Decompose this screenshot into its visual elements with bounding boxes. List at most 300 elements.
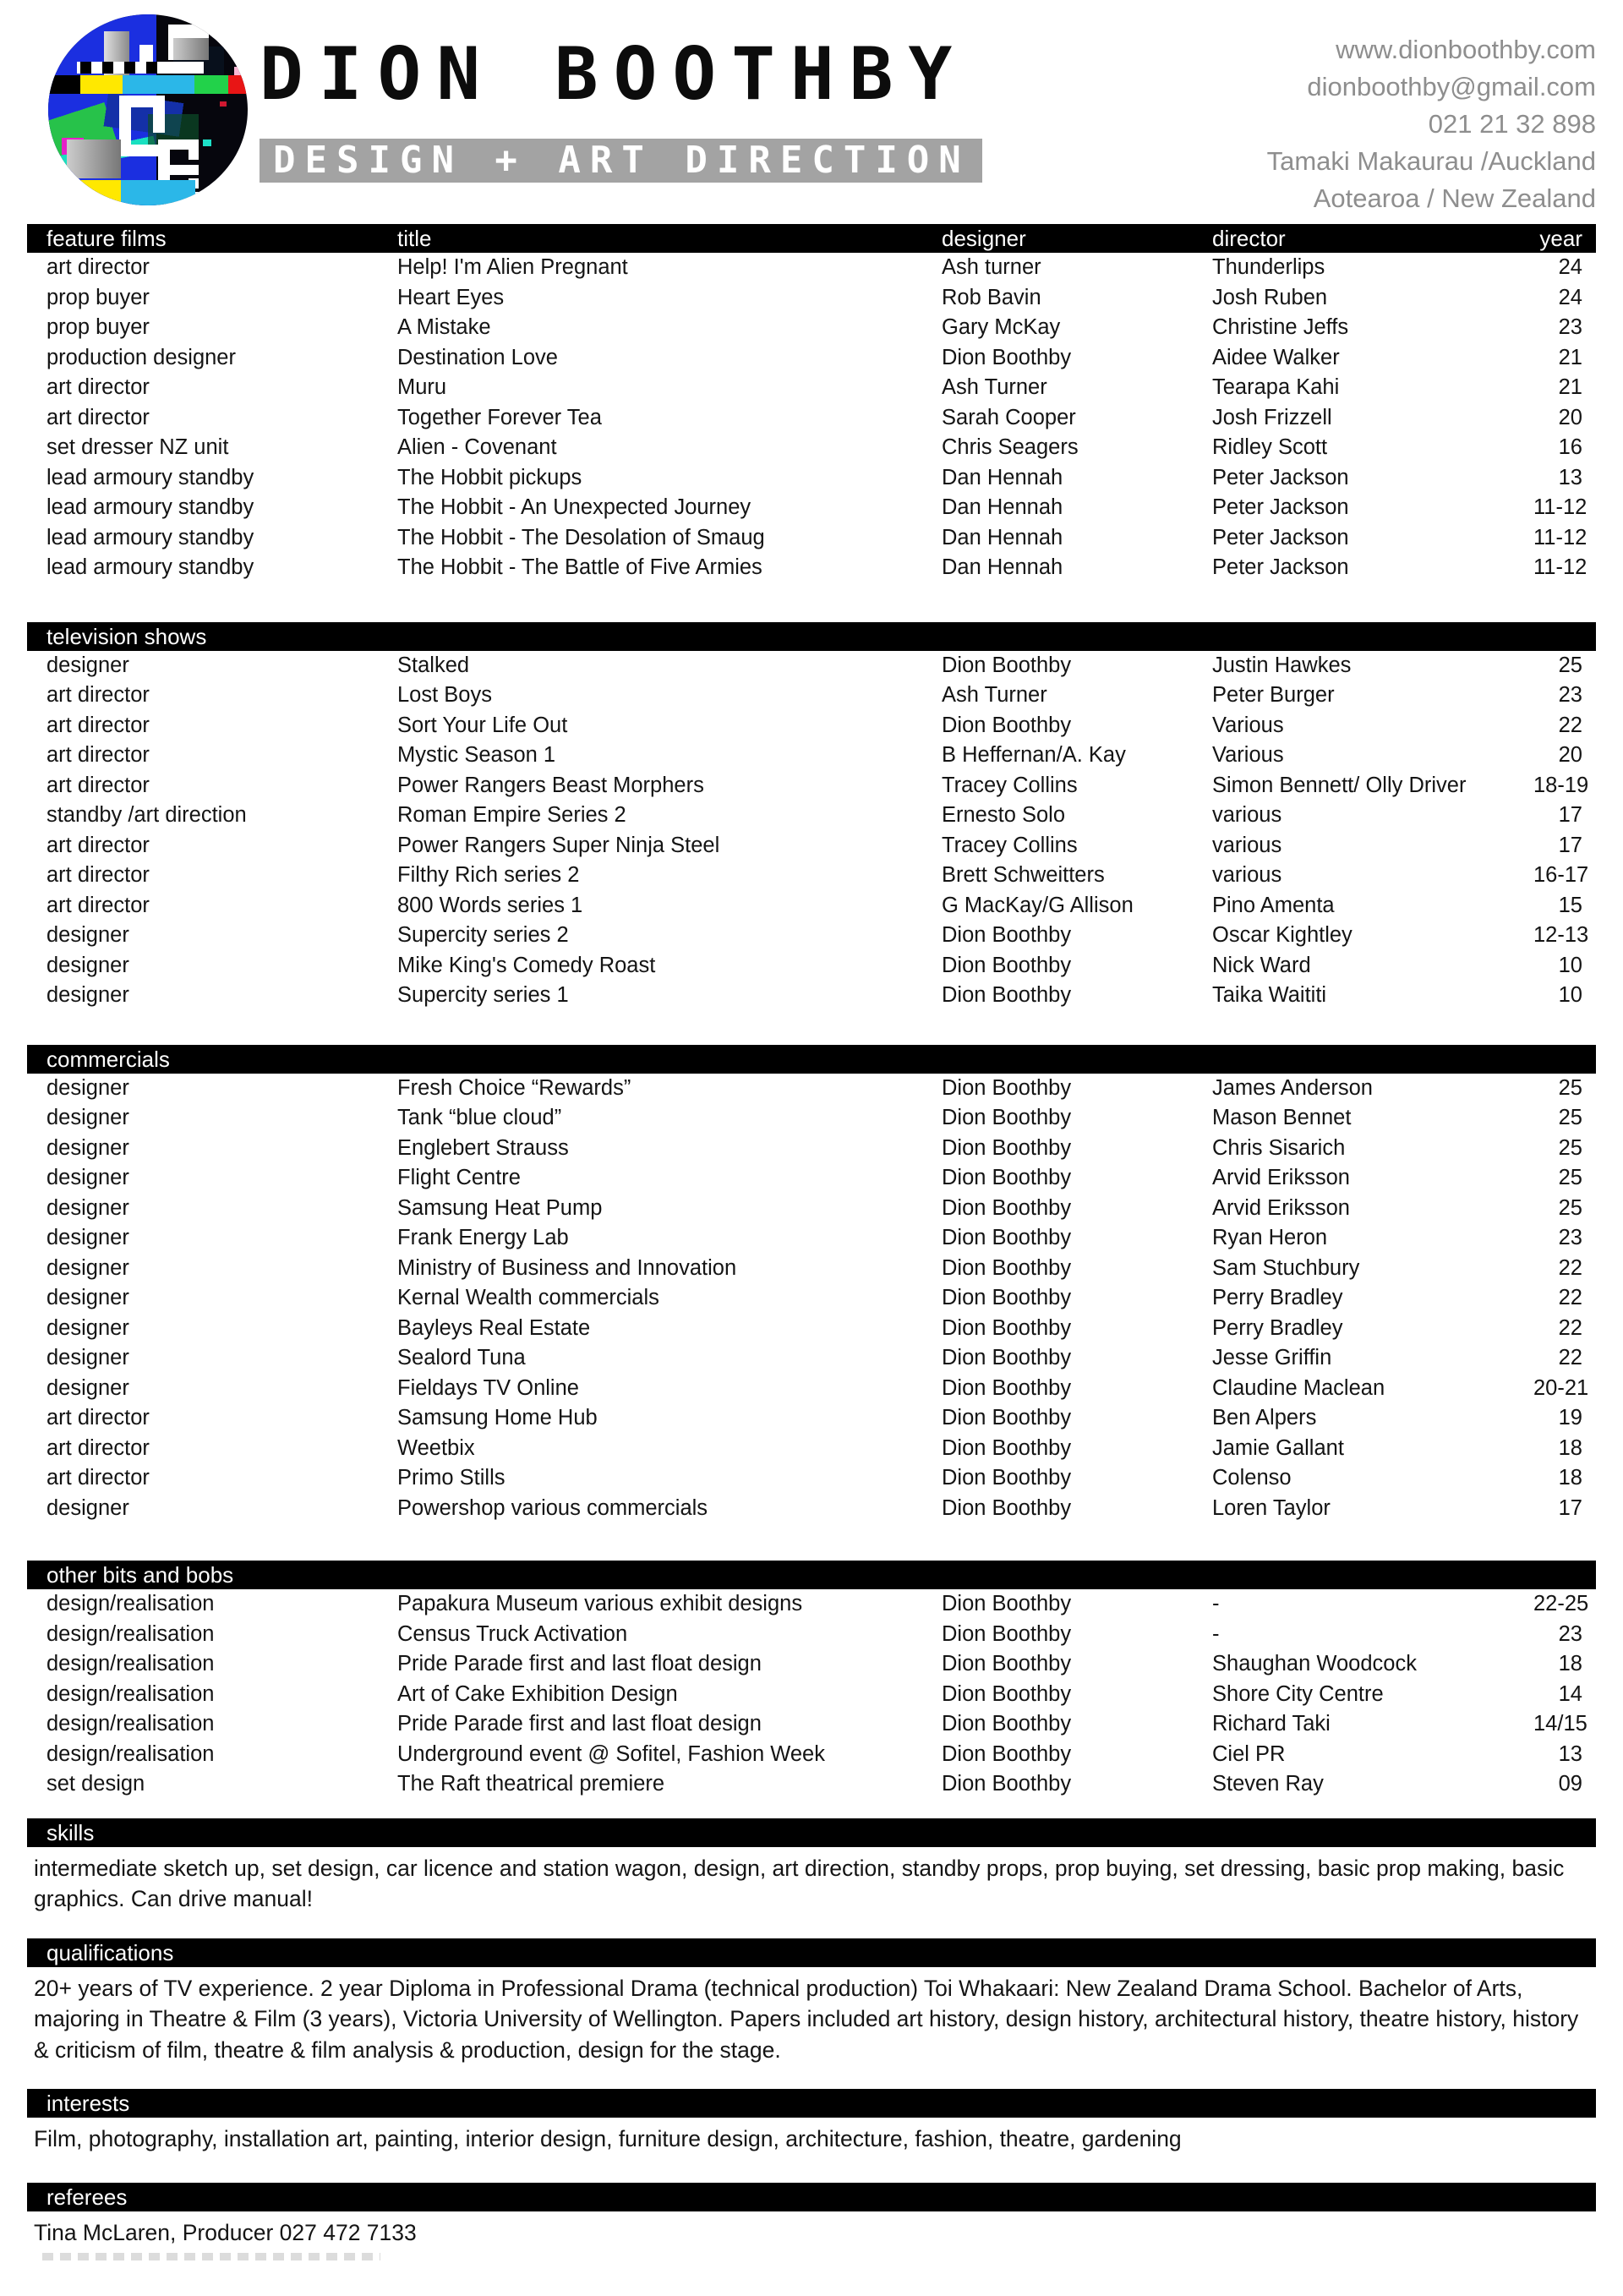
referee-line: Tina McLaren, Producer 027 472 7133 — [34, 2219, 417, 2245]
cell-year: 20-21 — [1533, 1375, 1589, 1400]
cell-designer: Dion Boothby — [942, 1435, 1072, 1460]
page-title: DION BOOTHBY — [260, 32, 968, 117]
cell-title: Lost Boys — [397, 683, 492, 708]
cell-year: 18 — [1558, 1652, 1582, 1676]
cell-designer: Dion Boothby — [942, 1255, 1072, 1280]
table-row — [27, 831, 1596, 861]
cell-designer: Dion Boothby — [942, 1075, 1072, 1100]
cell-director: Justin Hawkes — [1212, 653, 1352, 677]
cell-role: art director — [46, 255, 150, 280]
cell-director: various — [1212, 803, 1282, 828]
cell-director: Taika Waititi — [1212, 983, 1327, 1008]
contact-block — [1267, 13, 1596, 217]
cell-designer: Dion Boothby — [942, 1652, 1072, 1676]
cell-year: 20 — [1558, 405, 1582, 429]
cell-designer: Dion Boothby — [942, 345, 1072, 369]
cell-role: designer — [46, 953, 129, 977]
section-feature-films — [27, 224, 1596, 583]
cell-role: designer — [46, 1495, 129, 1520]
cell-role: set design — [46, 1772, 145, 1796]
cell-year: 11-12 — [1533, 555, 1587, 580]
skills-text: intermediate sketch up, set design, car licence and station wagon, design, art direction, standby props, prop buying, set dressing, basic prop making, basic graphics. Can drive manual! — [34, 1855, 1565, 1911]
cell-director: Various — [1212, 743, 1284, 768]
cell-designer: Ash Turner — [942, 375, 1047, 400]
cell-title: Englebert Strauss — [397, 1135, 569, 1160]
cell-title: Papakura Museum various exhibit designs — [397, 1592, 803, 1616]
cell-designer: Brett Schweitters — [942, 863, 1105, 888]
cell-director: Pino Amenta — [1212, 893, 1335, 917]
cell-year: 25 — [1558, 1195, 1582, 1220]
cell-designer: Dion Boothby — [942, 1621, 1072, 1646]
cell-role: art director — [46, 893, 150, 917]
cell-title: Mystic Season 1 — [397, 743, 556, 768]
cell-year: 14 — [1558, 1681, 1582, 1706]
cell-director: Peter Jackson — [1212, 465, 1349, 489]
cell-director: Jesse Griffin — [1212, 1346, 1332, 1370]
location-line-1: Tamaki Makaurau /Auckland — [1266, 146, 1596, 176]
table-row — [27, 951, 1596, 981]
cell-year: 13 — [1558, 465, 1582, 489]
cell-director: Ciel PR — [1212, 1741, 1286, 1766]
cell-director: Richard Taki — [1212, 1712, 1331, 1736]
cell-title: Fieldays TV Online — [397, 1375, 579, 1400]
column-header-director: director — [1212, 226, 1286, 251]
cell-designer: Ash Turner — [942, 683, 1047, 708]
cell-designer: Ernesto Solo — [942, 803, 1066, 828]
cell-role: design/realisation — [46, 1712, 215, 1736]
cell-role: art director — [46, 375, 150, 400]
cell-year: 17 — [1558, 1495, 1582, 1520]
cell-title: Heart Eyes — [397, 285, 505, 309]
section-header-bar — [27, 1561, 1596, 1589]
cell-director: various — [1212, 863, 1282, 888]
cell-role: designer — [46, 923, 129, 948]
cell-director: Ridley Scott — [1212, 435, 1328, 460]
section-header-bar — [27, 2183, 1596, 2211]
cell-director: James Anderson — [1212, 1075, 1373, 1100]
cell-title: The Hobbit pickups — [397, 465, 582, 489]
email: dionboothby@gmail.com — [1307, 72, 1596, 101]
cell-designer: B Heffernan/A. Kay — [942, 743, 1126, 768]
cell-year: 17 — [1558, 803, 1582, 828]
cell-designer: Gary McKay — [942, 315, 1061, 340]
cell-designer: Dion Boothby — [942, 713, 1072, 737]
cell-designer: Dion Boothby — [942, 1772, 1072, 1796]
cell-title: Alien - Covenant — [397, 435, 557, 460]
table-row — [27, 1434, 1596, 1464]
column-header-title: title — [397, 226, 432, 251]
table-row — [27, 741, 1596, 771]
cell-title: The Raft theatrical premiere — [397, 1772, 665, 1796]
cell-role: art director — [46, 1406, 150, 1430]
cell-title: Mike King's Comedy Roast — [397, 953, 656, 977]
cell-year: 11-12 — [1533, 495, 1587, 520]
cell-title: Power Rangers Super Ninja Steel — [397, 833, 720, 857]
cell-year: 18-19 — [1533, 773, 1589, 797]
cell-designer: Dion Boothby — [942, 1346, 1072, 1370]
cell-designer: Chris Seagers — [942, 435, 1079, 460]
cell-role: art director — [46, 405, 150, 429]
cell-title: Roman Empire Series 2 — [397, 803, 626, 828]
cell-role: designer — [46, 1166, 129, 1190]
cell-director: Loren Taylor — [1212, 1495, 1331, 1520]
cell-year: 22 — [1558, 1286, 1582, 1310]
cell-title: Sort Your Life Out — [397, 713, 568, 737]
cell-year: 19 — [1558, 1406, 1582, 1430]
header — [27, 0, 1596, 213]
tagline: DESIGN + ART DIRECTION — [260, 139, 982, 183]
cell-title: Power Rangers Beast Morphers — [397, 773, 704, 797]
cell-year: 22 — [1558, 1346, 1582, 1370]
cell-title: Samsung Home Hub — [397, 1406, 598, 1430]
cell-year: 09 — [1558, 1772, 1582, 1796]
cell-director: Simon Bennett/ Olly Driver — [1212, 773, 1467, 797]
cell-designer: Dion Boothby — [942, 1375, 1072, 1400]
cell-year: 25 — [1558, 653, 1582, 677]
cell-title: A Mistake — [397, 315, 491, 340]
cell-title: Ministry of Business and Innovation — [397, 1255, 737, 1280]
table-row — [27, 553, 1596, 583]
section-header-bar — [27, 2089, 1596, 2118]
cell-year: 24 — [1558, 285, 1582, 309]
cell-title: Art of Cake Exhibition Design — [397, 1681, 678, 1706]
cell-designer: Dion Boothby — [942, 1712, 1072, 1736]
table-row — [27, 1134, 1596, 1164]
table-row — [27, 1163, 1596, 1194]
cell-director: Sam Stuchbury — [1212, 1255, 1360, 1280]
cell-title: Sealord Tuna — [397, 1346, 526, 1370]
clipped-text-remnant — [42, 2253, 380, 2260]
cell-title: 800 Words series 1 — [397, 893, 583, 917]
cell-director: Christine Jeffs — [1212, 315, 1349, 340]
cell-role: designer — [46, 983, 129, 1008]
cell-year: 25 — [1558, 1075, 1582, 1100]
cell-designer: Dion Boothby — [942, 1195, 1072, 1220]
cell-year: 11-12 — [1533, 525, 1587, 549]
cell-director: Various — [1212, 713, 1284, 737]
section-header-bar — [27, 224, 1596, 253]
cell-role: set dresser NZ unit — [46, 435, 229, 460]
commercials-table — [27, 1074, 1596, 1524]
cell-director: Nick Ward — [1212, 953, 1311, 977]
cell-role: art director — [46, 713, 150, 737]
cell-designer: Dan Hennah — [942, 495, 1063, 520]
cell-designer: Dion Boothby — [942, 923, 1072, 948]
cell-role: designer — [46, 1346, 129, 1370]
table-row — [27, 1374, 1596, 1404]
table-row — [27, 1223, 1596, 1254]
cell-designer: Dan Hennah — [942, 525, 1063, 549]
cell-role: design/realisation — [46, 1741, 215, 1766]
table-row — [27, 861, 1596, 891]
cell-director: Peter Burger — [1212, 683, 1335, 708]
section-title: feature films — [46, 226, 167, 251]
cell-year: 21 — [1558, 375, 1582, 400]
cell-year: 22 — [1558, 713, 1582, 737]
cell-year: 22 — [1558, 1315, 1582, 1340]
section-referees — [27, 2183, 1596, 2261]
cell-title: Bayleys Real Estate — [397, 1315, 591, 1340]
cell-designer: Dion Boothby — [942, 653, 1072, 677]
cell-year: 12-13 — [1533, 923, 1589, 948]
cell-designer: Rob Bavin — [942, 285, 1041, 309]
cell-designer: Dion Boothby — [942, 1495, 1072, 1520]
title-block — [260, 13, 982, 183]
cell-year: 23 — [1558, 315, 1582, 340]
cell-designer: Dan Hennah — [942, 555, 1063, 580]
cell-director: Perry Bradley — [1212, 1286, 1343, 1310]
section-title: interests — [46, 2091, 130, 2116]
cell-director: Oscar Kightley — [1212, 923, 1352, 948]
cell-title: Underground event @ Sofitel, Fashion Week — [397, 1741, 825, 1766]
cell-role: designer — [46, 1195, 129, 1220]
cell-director: Jamie Gallant — [1212, 1435, 1344, 1460]
cell-designer: Dion Boothby — [942, 953, 1072, 977]
cell-role: designer — [46, 1075, 129, 1100]
cell-role: designer — [46, 653, 129, 677]
table-row — [27, 651, 1596, 681]
cell-director: - — [1212, 1592, 1220, 1616]
cell-director: Peter Jackson — [1212, 525, 1349, 549]
cell-director: Peter Jackson — [1212, 495, 1349, 520]
table-row — [27, 1403, 1596, 1434]
cell-director: Peter Jackson — [1212, 555, 1349, 580]
cell-role: production designer — [46, 345, 236, 369]
table-row — [27, 1254, 1596, 1284]
table-row — [27, 1283, 1596, 1314]
cell-role: art director — [46, 743, 150, 768]
cell-role: standby /art direction — [46, 803, 247, 828]
table-row — [27, 1194, 1596, 1224]
cell-title: Powershop various commercials — [397, 1495, 708, 1520]
interests-text: Film, photography, installation art, painting, interior design, furniture design, architecture, fashion, theatre, gardening — [34, 2126, 1182, 2151]
cell-designer: Ash turner — [942, 255, 1041, 280]
cell-year: 23 — [1558, 683, 1582, 708]
cell-role: prop buyer — [46, 315, 150, 340]
table-row — [27, 681, 1596, 711]
cell-role: designer — [46, 1106, 129, 1130]
cell-designer: Dion Boothby — [942, 1226, 1072, 1250]
cell-title: The Hobbit - The Desolation of Smaug — [397, 525, 765, 549]
cell-designer: Dion Boothby — [942, 1466, 1072, 1490]
cell-title: Samsung Heat Pump — [397, 1195, 603, 1220]
cell-designer: Dion Boothby — [942, 1592, 1072, 1616]
cell-year: 16 — [1558, 435, 1582, 460]
cell-director: Tearapa Kahi — [1212, 375, 1340, 400]
section-title: qualifications — [46, 1939, 174, 1965]
cell-title: Filthy Rich series 2 — [397, 863, 580, 888]
table-row — [27, 1343, 1596, 1374]
cell-title: Frank Energy Lab — [397, 1226, 569, 1250]
column-header-year: year — [1539, 226, 1582, 251]
cell-title: Pride Parade first and last float design — [397, 1712, 762, 1736]
cell-role: lead armoury standby — [46, 525, 254, 549]
cell-designer: Dion Boothby — [942, 1106, 1072, 1130]
cell-year: 10 — [1558, 983, 1582, 1008]
cell-year: 22 — [1558, 1255, 1582, 1280]
cell-year: 10 — [1558, 953, 1582, 977]
cell-designer: Dion Boothby — [942, 1741, 1072, 1766]
cell-title: Destination Love — [397, 345, 558, 369]
qualifications-text: 20+ years of TV experience. 2 year Diploma in Professional Drama (technical production) Toi Whakaari: New Zealand Drama School. Bachelor of Arts, majoring in Theatre & Film (3 years), Victoria University of Wellington. Papers included art history, design history, architectural history, theatre history, history & criticism of film, theatre & film analysis & production, design for the stage. — [34, 1975, 1579, 2063]
cell-role: designer — [46, 1255, 129, 1280]
cell-role: art director — [46, 1435, 150, 1460]
cell-role: lead armoury standby — [46, 555, 254, 580]
cell-director: Perry Bradley — [1212, 1315, 1343, 1340]
cell-director: Josh Ruben — [1212, 285, 1328, 309]
cell-year: 13 — [1558, 1741, 1582, 1766]
cell-role: designer — [46, 1315, 129, 1340]
cell-year: 23 — [1558, 1226, 1582, 1250]
cell-title: Flight Centre — [397, 1166, 521, 1190]
cell-role: designer — [46, 1375, 129, 1400]
table-row — [27, 1709, 1596, 1740]
table-row — [27, 1769, 1596, 1800]
section-title: referees — [46, 2184, 128, 2210]
section-header-bar — [27, 622, 1596, 651]
cell-role: prop buyer — [46, 285, 150, 309]
television-shows-table — [27, 651, 1596, 1011]
table-row — [27, 1103, 1596, 1134]
table-row — [27, 313, 1596, 343]
cell-director: Arvid Eriksson — [1212, 1166, 1350, 1190]
section-title: television shows — [46, 623, 207, 649]
cell-director: Arvid Eriksson — [1212, 1195, 1350, 1220]
cell-role: art director — [46, 833, 150, 857]
cell-director: - — [1212, 1621, 1220, 1646]
section-header-bar — [27, 1818, 1596, 1847]
table-row — [27, 1314, 1596, 1344]
cell-designer: Tracey Collins — [942, 833, 1078, 857]
cell-year: 18 — [1558, 1466, 1582, 1490]
cell-title: The Hobbit - The Battle of Five Armies — [397, 555, 762, 580]
section-television-shows — [27, 622, 1596, 1011]
cell-title: The Hobbit - An Unexpected Journey — [397, 495, 751, 520]
cell-year: 14/15 — [1533, 1712, 1587, 1736]
column-header-designer: designer — [942, 226, 1026, 251]
cell-director: Aidee Walker — [1212, 345, 1340, 369]
cell-director: Claudine Maclean — [1212, 1375, 1385, 1400]
cell-designer: Dion Boothby — [942, 1166, 1072, 1190]
cell-director: Steven Ray — [1212, 1772, 1324, 1796]
table-row — [27, 463, 1596, 494]
cell-role: designer — [46, 1226, 129, 1250]
section-skills — [27, 1818, 1596, 1915]
cell-role: art director — [46, 1466, 150, 1490]
cell-year: 16-17 — [1533, 863, 1589, 888]
cell-title: Help! I'm Alien Pregnant — [397, 255, 628, 280]
cell-designer: Sarah Cooper — [942, 405, 1076, 429]
cell-title: Weetbix — [397, 1435, 475, 1460]
cell-year: 15 — [1558, 893, 1582, 917]
table-row — [27, 433, 1596, 463]
cell-role: design/realisation — [46, 1621, 215, 1646]
cell-role: lead armoury standby — [46, 495, 254, 520]
cell-year: 18 — [1558, 1435, 1582, 1460]
cell-designer: Dion Boothby — [942, 1135, 1072, 1160]
cell-director: Ryan Heron — [1212, 1226, 1328, 1250]
cell-role: design/realisation — [46, 1681, 215, 1706]
table-row — [27, 373, 1596, 403]
cell-director: Mason Bennet — [1212, 1106, 1352, 1130]
cell-year: 25 — [1558, 1135, 1582, 1160]
table-row — [27, 283, 1596, 314]
cell-year: 25 — [1558, 1106, 1582, 1130]
table-row — [27, 1649, 1596, 1680]
glitch-logo-icon — [46, 13, 249, 207]
cell-role: design/realisation — [46, 1652, 215, 1676]
cell-year: 21 — [1558, 345, 1582, 369]
cell-title: Census Truck Activation — [397, 1621, 628, 1646]
table-row — [27, 343, 1596, 374]
cell-role: art director — [46, 683, 150, 708]
cell-title: Supercity series 2 — [397, 923, 569, 948]
cell-year: 25 — [1558, 1166, 1582, 1190]
cell-title: Fresh Choice “Rewards” — [397, 1075, 631, 1100]
table-row — [27, 1620, 1596, 1650]
cell-title: Primo Stills — [397, 1466, 505, 1490]
table-row — [27, 1074, 1596, 1104]
cell-director: Josh Frizzell — [1212, 405, 1332, 429]
cell-year: 20 — [1558, 743, 1582, 768]
table-row — [27, 891, 1596, 921]
cell-designer: Dion Boothby — [942, 1681, 1072, 1706]
cell-role: art director — [46, 773, 150, 797]
table-row — [27, 921, 1596, 951]
section-commercials — [27, 1045, 1596, 1524]
feature-films-table — [27, 253, 1596, 583]
table-row — [27, 403, 1596, 434]
table-row — [27, 801, 1596, 831]
cell-title: Tank “blue cloud” — [397, 1106, 562, 1130]
cell-designer: Dan Hennah — [942, 465, 1063, 489]
cell-role: lead armoury standby — [46, 465, 254, 489]
section-other-bits-and-bobs — [27, 1561, 1596, 1800]
cell-year: 23 — [1558, 1621, 1582, 1646]
table-row — [27, 771, 1596, 801]
cell-year: 24 — [1558, 255, 1582, 280]
cell-designer: Tracey Collins — [942, 773, 1078, 797]
cell-role: design/realisation — [46, 1592, 215, 1616]
cell-year: 17 — [1558, 833, 1582, 857]
website: www.dionboothby.com — [1336, 35, 1596, 64]
table-row — [27, 1463, 1596, 1494]
other-bits-table — [27, 1589, 1596, 1800]
cell-director: Shaughan Woodcock — [1212, 1652, 1417, 1676]
section-title: skills — [46, 1819, 95, 1845]
cell-director: Ben Alpers — [1212, 1406, 1317, 1430]
cell-title: Stalked — [397, 653, 470, 677]
cell-year: 22-25 — [1533, 1592, 1589, 1616]
table-row — [27, 981, 1596, 1011]
cell-director: Thunderlips — [1212, 255, 1325, 280]
cell-designer: Dion Boothby — [942, 1286, 1072, 1310]
phone: 021 21 32 898 — [1428, 109, 1596, 139]
cell-director: various — [1212, 833, 1282, 857]
cell-role: designer — [46, 1135, 129, 1160]
cell-designer: G MacKay/G Allison — [942, 893, 1134, 917]
table-row — [27, 711, 1596, 741]
cell-title: Supercity series 1 — [397, 983, 569, 1008]
section-interests — [27, 2089, 1596, 2155]
cell-designer: Dion Boothby — [942, 1315, 1072, 1340]
table-row — [27, 523, 1596, 554]
cell-title: Pride Parade first and last float design — [397, 1652, 762, 1676]
cell-title: Kernal Wealth commercials — [397, 1286, 659, 1310]
cell-title: Together Forever Tea — [397, 405, 602, 429]
cell-director: Shore City Centre — [1212, 1681, 1384, 1706]
section-header-bar — [27, 1045, 1596, 1074]
